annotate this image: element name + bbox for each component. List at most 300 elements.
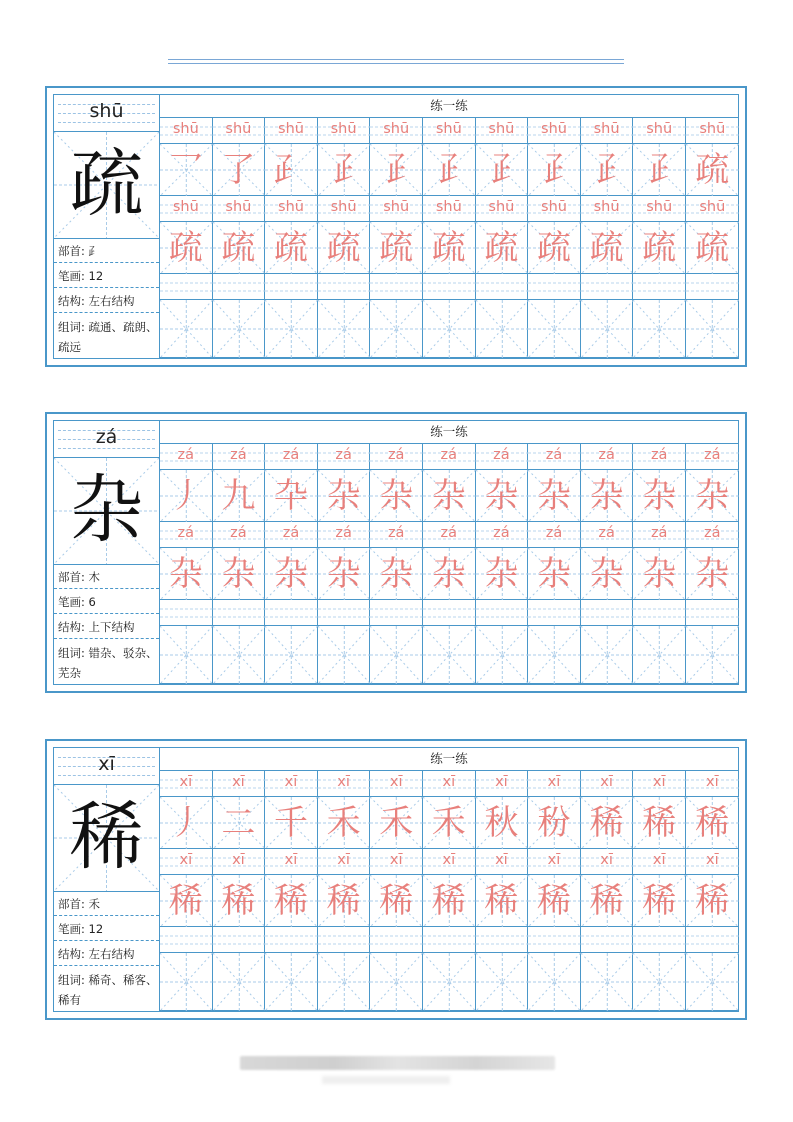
trace-pinyin-text: shū [435, 199, 462, 215]
trace-character-text: 杂 [642, 554, 677, 594]
trace-pinyin-text: zá [335, 525, 352, 541]
trace-pinyin-text: shū [593, 199, 620, 215]
trace-character [633, 548, 686, 600]
blank-writing-cell [633, 300, 686, 358]
trace-character-text: 疏 [431, 228, 466, 268]
blank-writing-cell [370, 953, 423, 1011]
radical-label: 部首: 木 [54, 565, 159, 589]
blank-pinyin-cell [686, 600, 739, 626]
trace-pinyin-text: zá [650, 447, 668, 463]
trace-character [213, 797, 266, 849]
blank-writing-cell [423, 626, 476, 684]
trace-character [265, 875, 318, 927]
blank-writing-cell [213, 626, 266, 684]
trace-pinyin [633, 849, 686, 875]
trace-character [265, 797, 318, 849]
trace-pinyin [581, 522, 634, 548]
trace-character [318, 470, 371, 522]
trace-pinyin-text: zá [598, 525, 615, 541]
trace-pinyin [581, 196, 634, 222]
blank-pinyin-cell [318, 927, 371, 953]
trace-pinyin [318, 444, 371, 470]
model-character-box [54, 458, 159, 565]
trace-pinyin-text: xī [284, 774, 298, 790]
trace-pinyin-text: zá [387, 447, 405, 463]
blank-pinyin-cell [265, 927, 318, 953]
trace-character-text: 杂 [431, 476, 466, 516]
trace-pinyin-text: xī [652, 852, 666, 868]
trace-character-text: 稀 [484, 881, 519, 921]
practice-card [45, 739, 747, 1020]
trace-character-text: 杂 [589, 476, 624, 516]
strokes-label: 笔画: 12 [54, 264, 159, 288]
trace-pinyin [213, 444, 266, 470]
trace-pinyin-text: zá [177, 525, 195, 541]
trace-pinyin-text: zá [230, 447, 247, 463]
trace-pinyin-text: shū [330, 199, 357, 215]
trace-character [581, 144, 634, 196]
trace-pinyin [476, 771, 529, 797]
trace-pinyin [318, 196, 371, 222]
blank-writing-cell [213, 953, 266, 1011]
blank-pinyin-cell [423, 600, 476, 626]
trace-character [265, 548, 318, 600]
blank-writing-cell [318, 626, 371, 684]
trace-character-text: 疏 [695, 228, 730, 268]
trace-character [686, 470, 739, 522]
character-pinyin: xī [98, 753, 115, 775]
blank-writing-cell [265, 300, 318, 358]
blank-pinyin-cell [265, 600, 318, 626]
trace-character-text: 疏 [589, 228, 624, 268]
trace-character-text: 稀 [695, 881, 730, 921]
trace-pinyin-text: xī [179, 774, 193, 790]
trace-pinyin-text: shū [593, 121, 620, 137]
blank-writing-cell [581, 953, 634, 1011]
trace-pinyin-text: shū [646, 121, 673, 137]
model-character-box [54, 132, 159, 239]
trace-character-text: 𤴔 [326, 150, 361, 190]
trace-pinyin [213, 118, 266, 144]
trace-pinyin [370, 849, 423, 875]
trace-character-text: 稀 [221, 881, 256, 921]
trace-character-text: 丿 [168, 803, 203, 843]
trace-pinyin [633, 771, 686, 797]
blank-writing-cell [213, 300, 266, 358]
trace-pinyin [476, 849, 529, 875]
blank-pinyin-cell [265, 274, 318, 300]
trace-character-text: 杂 [484, 554, 519, 594]
trace-pinyin-text: shū [225, 199, 252, 215]
trace-character-text: 禾 [379, 803, 414, 843]
blank-writing-cell [686, 953, 739, 1011]
model-character-box [54, 785, 159, 892]
trace-character [633, 470, 686, 522]
trace-pinyin-text: shū [541, 121, 567, 137]
trace-pinyin [160, 196, 213, 222]
trace-character [160, 797, 213, 849]
card-inner [53, 94, 739, 359]
strokes-label: 笔画: 12 [54, 917, 159, 941]
trace-character [686, 548, 739, 600]
blank-writing-cell [686, 300, 739, 358]
trace-character [318, 875, 371, 927]
trace-pinyin [318, 118, 371, 144]
trace-character [318, 222, 371, 274]
trace-character [160, 470, 213, 522]
trace-character-text: 杂 [484, 476, 519, 516]
trace-pinyin-text: xī [495, 774, 508, 790]
trace-character [686, 797, 739, 849]
trace-pinyin [423, 118, 476, 144]
trace-character [633, 144, 686, 196]
blurred-footer-2 [322, 1076, 450, 1084]
trace-pinyin [476, 118, 529, 144]
trace-pinyin [528, 849, 581, 875]
blank-writing-cell [581, 626, 634, 684]
trace-character [370, 222, 423, 274]
trace-character [476, 222, 529, 274]
blank-pinyin-cell [160, 274, 213, 300]
trace-character [686, 875, 739, 927]
trace-character-text: 𤴔 [379, 150, 414, 190]
blank-pinyin-cell [476, 600, 529, 626]
trace-character-text: 杂 [221, 554, 256, 594]
trace-character [370, 797, 423, 849]
card-inner [53, 420, 739, 685]
trace-character [423, 875, 476, 927]
trace-pinyin [686, 771, 739, 797]
trace-character [423, 470, 476, 522]
trace-pinyin [686, 196, 739, 222]
trace-character-text: 杂 [695, 554, 730, 594]
trace-pinyin [581, 849, 634, 875]
trace-pinyin [213, 522, 266, 548]
trace-pinyin-text: xī [389, 852, 403, 868]
trace-pinyin-text: shū [383, 199, 410, 215]
trace-pinyin-text: xī [705, 852, 719, 868]
practice-title: 练一练 [160, 748, 738, 771]
trace-character [633, 222, 686, 274]
practice-grid [160, 94, 739, 359]
trace-character [318, 797, 371, 849]
blank-pinyin-cell [476, 927, 529, 953]
pinyin-box [54, 748, 159, 785]
trace-character-text: 稀 [589, 803, 624, 843]
trace-pinyin [213, 849, 266, 875]
trace-pinyin [213, 196, 266, 222]
pinyin-box [54, 95, 159, 132]
blank-writing-cell [686, 626, 739, 684]
trace-pinyin-text: xī [600, 774, 613, 790]
trace-pinyin [581, 118, 634, 144]
trace-pinyin [160, 118, 213, 144]
structure-label: 结构: 左右结构 [54, 942, 159, 966]
character-pinyin: shū [89, 100, 124, 122]
trace-character [581, 875, 634, 927]
trace-character [528, 470, 581, 522]
trace-character-text: 疏 [484, 228, 519, 268]
trace-pinyin [528, 444, 581, 470]
trace-character [370, 470, 423, 522]
pinyin-guide-line [58, 775, 155, 776]
blank-pinyin-cell [633, 600, 686, 626]
trace-character-text: 疏 [221, 228, 256, 268]
trace-character-text: 杂 [379, 554, 414, 594]
trace-pinyin [265, 522, 318, 548]
blank-pinyin-cell [528, 274, 581, 300]
blank-pinyin-cell [318, 600, 371, 626]
trace-pinyin-text: xī [495, 852, 508, 868]
trace-pinyin [633, 118, 686, 144]
trace-pinyin-text: shū [699, 199, 726, 215]
blank-pinyin-cell [160, 927, 213, 953]
blank-pinyin-cell [160, 600, 213, 626]
structure-label: 结构: 上下结构 [54, 615, 159, 639]
trace-character [528, 797, 581, 849]
trace-pinyin-text: xī [705, 774, 719, 790]
trace-character-text: 稀 [168, 881, 203, 921]
trace-character-text: 稀 [379, 881, 414, 921]
info-column [53, 94, 160, 359]
trace-character [633, 875, 686, 927]
trace-character [370, 548, 423, 600]
trace-character-text: 疏 [695, 150, 730, 190]
trace-character-text: 𤴔 [536, 150, 571, 190]
trace-pinyin [370, 771, 423, 797]
trace-pinyin [686, 444, 739, 470]
trace-character-text: 乛 [168, 150, 203, 190]
trace-character [265, 144, 318, 196]
trace-character-text: 了 [221, 150, 256, 190]
trace-character-text: 杂 [431, 554, 466, 594]
blank-pinyin-cell [686, 927, 739, 953]
trace-character-text: 杂 [326, 554, 361, 594]
practice-card [45, 412, 747, 693]
trace-pinyin-text: zá [440, 447, 458, 463]
trace-character [318, 548, 371, 600]
trace-character [160, 548, 213, 600]
trace-pinyin-text: zá [282, 525, 300, 541]
trace-character-text: 杂 [642, 476, 677, 516]
trace-pinyin [528, 196, 581, 222]
pinyin-guide-line [58, 448, 155, 449]
trace-character [160, 144, 213, 196]
trace-pinyin [423, 522, 476, 548]
trace-pinyin [160, 522, 213, 548]
blank-writing-cell [476, 300, 529, 358]
trace-pinyin-text: shū [330, 121, 357, 137]
trace-character-text: 杂 [536, 476, 571, 516]
trace-pinyin [581, 444, 634, 470]
trace-pinyin-text: shū [541, 199, 567, 215]
blank-pinyin-cell [581, 927, 634, 953]
card-inner [53, 747, 739, 1012]
trace-character [581, 222, 634, 274]
practice-title: 练一练 [160, 95, 738, 118]
trace-character [160, 222, 213, 274]
blank-writing-cell [423, 953, 476, 1011]
blank-pinyin-cell [213, 274, 266, 300]
trace-pinyin-text: shū [278, 121, 304, 137]
trace-character-text: 杂 [695, 476, 730, 516]
trace-character [265, 470, 318, 522]
trace-character-text: 九 [221, 476, 256, 516]
blank-writing-cell [633, 626, 686, 684]
words-label: 组词: 稀奇、稀客、稀有 [58, 973, 158, 1007]
trace-character [528, 875, 581, 927]
practice-title: 练一练 [160, 421, 738, 444]
trace-character-text: 杂 [273, 554, 308, 594]
trace-character [581, 548, 634, 600]
trace-pinyin [476, 522, 529, 548]
trace-character-text: 千 [273, 803, 308, 843]
blank-pinyin-cell [528, 600, 581, 626]
trace-pinyin [686, 522, 739, 548]
blank-writing-cell [160, 300, 213, 358]
trace-pinyin [265, 771, 318, 797]
trace-character-text: 稀 [536, 881, 571, 921]
trace-character-text: 杂 [536, 554, 571, 594]
trace-pinyin [423, 849, 476, 875]
trace-pinyin-text: shū [699, 121, 726, 137]
blank-writing-cell [370, 300, 423, 358]
blank-writing-cell [370, 626, 423, 684]
blank-writing-cell [265, 953, 318, 1011]
trace-character-text: 疏 [536, 228, 571, 268]
trace-pinyin [581, 771, 634, 797]
trace-pinyin [265, 849, 318, 875]
trace-pinyin [633, 444, 686, 470]
trace-pinyin [423, 771, 476, 797]
trace-character-text: 杂 [168, 554, 203, 594]
trace-character [213, 144, 266, 196]
blank-writing-cell [265, 626, 318, 684]
trace-pinyin-text: zá [282, 447, 300, 463]
words-label: 组词: 疏通、疏朗、疏远 [58, 320, 158, 354]
model-character: 稀 [69, 794, 144, 880]
trace-pinyin-text: xī [179, 852, 193, 868]
trace-character [633, 797, 686, 849]
trace-pinyin [318, 771, 371, 797]
trace-pinyin-text: zá [704, 525, 721, 541]
blank-writing-cell [581, 300, 634, 358]
trace-character [528, 222, 581, 274]
trace-pinyin [370, 444, 423, 470]
blank-pinyin-cell [318, 274, 371, 300]
blank-writing-cell [476, 953, 529, 1011]
trace-pinyin-text: xī [547, 852, 561, 868]
trace-character-text: 疏 [326, 228, 361, 268]
trace-character [528, 144, 581, 196]
trace-pinyin [265, 118, 318, 144]
trace-character [213, 875, 266, 927]
trace-character-text: 杂 [326, 476, 361, 516]
trace-pinyin-text: shū [383, 121, 410, 137]
radical-label: 部首: 禾 [54, 892, 159, 916]
trace-pinyin-text: xī [232, 774, 245, 790]
trace-pinyin [476, 444, 529, 470]
top-rule-2 [168, 63, 624, 64]
trace-pinyin-text: zá [440, 525, 458, 541]
trace-character-text: 𤴔 [642, 150, 677, 190]
trace-pinyin [265, 444, 318, 470]
trace-pinyin-text: xī [652, 774, 666, 790]
blurred-footer [240, 1056, 555, 1070]
trace-character-text: 稀 [326, 881, 361, 921]
trace-pinyin [160, 444, 213, 470]
blank-pinyin-cell [633, 274, 686, 300]
trace-character [686, 222, 739, 274]
blank-writing-cell [318, 300, 371, 358]
words-label: 组词: 错杂、驳杂、芜杂 [58, 646, 158, 680]
blank-writing-cell [528, 953, 581, 1011]
trace-character [370, 875, 423, 927]
trace-pinyin-text: shū [172, 121, 199, 137]
blank-pinyin-cell [370, 600, 423, 626]
trace-pinyin [370, 196, 423, 222]
trace-character-text: 稀 [589, 881, 624, 921]
trace-pinyin-text: zá [335, 447, 352, 463]
trace-character-text: 二 [221, 803, 256, 843]
trace-pinyin [476, 196, 529, 222]
trace-character [423, 222, 476, 274]
trace-character-text: 禾 [431, 803, 466, 843]
info-column [53, 420, 160, 685]
blank-writing-cell [633, 953, 686, 1011]
blank-writing-cell [160, 626, 213, 684]
trace-character-text: 稀 [273, 881, 308, 921]
blank-writing-cell [528, 300, 581, 358]
blank-pinyin-cell [370, 274, 423, 300]
trace-character [423, 548, 476, 600]
trace-character [581, 797, 634, 849]
trace-character-text: 疏 [168, 228, 203, 268]
trace-character-text: ⺪ [273, 150, 308, 190]
trace-character-text: 疏 [273, 228, 308, 268]
trace-pinyin-text: zá [598, 447, 615, 463]
blank-writing-cell [318, 953, 371, 1011]
structure-label: 结构: 左右结构 [54, 289, 159, 313]
model-character: 疏 [69, 141, 144, 227]
trace-character [476, 797, 529, 849]
trace-pinyin-text: xī [547, 774, 561, 790]
trace-pinyin [160, 771, 213, 797]
trace-pinyin [370, 118, 423, 144]
blank-pinyin-cell [213, 600, 266, 626]
info-column [53, 747, 160, 1012]
trace-character-text: 稀 [642, 881, 677, 921]
trace-character-text: 疏 [379, 228, 414, 268]
trace-pinyin [423, 196, 476, 222]
blank-writing-cell [423, 300, 476, 358]
trace-pinyin [160, 849, 213, 875]
trace-pinyin-text: shū [646, 199, 673, 215]
trace-character [213, 222, 266, 274]
trace-character-text: 𤴔 [589, 150, 624, 190]
trace-character-text: 禾 [326, 803, 361, 843]
trace-pinyin [265, 196, 318, 222]
trace-character [476, 470, 529, 522]
blank-writing-cell [528, 626, 581, 684]
trace-pinyin-text: shū [225, 121, 252, 137]
trace-pinyin [686, 849, 739, 875]
trace-pinyin-text: xī [337, 852, 350, 868]
trace-character-text: 秎 [536, 803, 571, 843]
strokes-label: 笔画: 6 [54, 590, 159, 614]
trace-character [213, 548, 266, 600]
trace-pinyin [528, 771, 581, 797]
